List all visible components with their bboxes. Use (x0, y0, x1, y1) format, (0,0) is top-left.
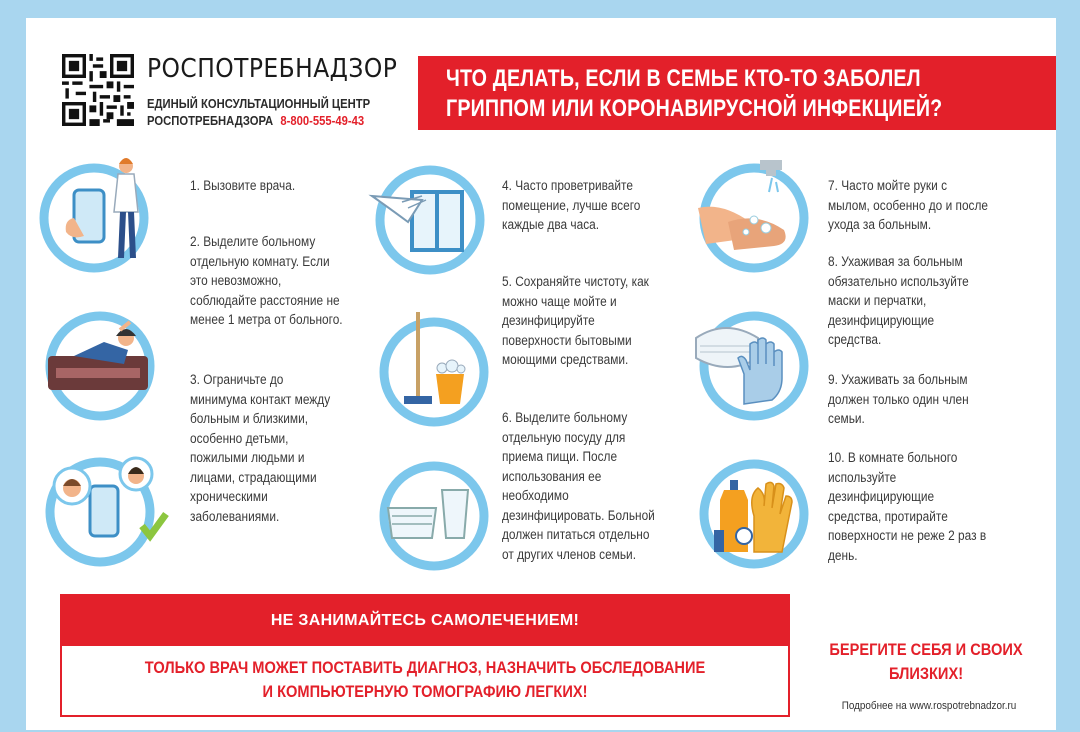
patient-sofa-icon (44, 308, 156, 420)
tip-9: 9. Ухаживать за больным должен только один член семьи. (828, 372, 969, 426)
poster (26, 18, 1056, 730)
dishes-icon (378, 460, 490, 572)
tip-5: 5. Сохраняйте чистоту, как можно чаще мойте и дезинфицируйте поверхности бытовыми моющими средствами. (502, 274, 649, 367)
brand-subtitle-line1: ЕДИНЫЙ КОНСУЛЬТАЦИОННЫЙ ЦЕНТР (147, 97, 371, 111)
tip-2: 2. Выделите больному отдельную комнату. Если это невозможно, соблюдайте расстояние не менее 1 метра от больного. (190, 234, 343, 327)
tip-6: 6. Выделите больному отдельную посуду для приема пищи. После использования ее необходимо дезинфицировать. Больной должен питаться отдельно от других членов семьи. (502, 410, 655, 562)
page-title (418, 56, 1056, 130)
title-line1: ЧТО ДЕЛАТЬ, ЕСЛИ В СЕМЬЕ КТО-ТО ЗАБОЛЕЛ (446, 65, 921, 92)
doctor-phone-icon (44, 160, 156, 272)
tip-3: 3. Ограничьте до минимума контакт между больным и близкими, особенно детьми, пожилыми людьми и лицами, страдающими хроническими заболеваниями. (190, 372, 331, 524)
brand-subtitle-line2: РОСПОТРЕБНАДЗОРА (147, 114, 274, 128)
brand-name: РОСПОТРЕБНАДЗОР (147, 54, 398, 84)
title-line2: ГРИППОМ ИЛИ КОРОНАВИРУСНОЙ ИНФЕКЦИЕЙ? (446, 95, 943, 122)
brand-subtitle (147, 96, 397, 130)
warning-title: НЕ ЗАНИМАЙТЕСЬ САМОЛЕЧЕНИЕМ! (62, 596, 788, 646)
tip-8: 8. Ухаживая за больным обязательно используйте маски и перчатки, дезинфицирующие средства. (828, 254, 969, 347)
tip-7: 7. Часто мойте руки с мылом, особенно до и после ухода за больным. (828, 178, 989, 232)
tip-10: 10. В комнате больного используйте дезинфицирующие средства, протирайте поверхности не реже 2 раз в день. (828, 450, 987, 563)
window-airing-icon (372, 164, 484, 276)
mask-gloves-icon (694, 308, 806, 420)
disinfectant-icon (694, 456, 806, 568)
hotline-phone[interactable]: 8-800-555-49-43 (280, 114, 365, 128)
mop-bucket-icon (378, 312, 490, 424)
care-slogan: БЕРЕГИТЕ СЕБЯ И СВОИХ БЛИЗКИХ! (829, 640, 1023, 683)
tip-1: 1. Вызовите врача. (190, 178, 296, 193)
website-link[interactable]: Подробнее на www.rospotrebnadzor.ru (841, 700, 1017, 712)
video-call-icon (44, 456, 156, 568)
warning-text: ТОЛЬКО ВРАЧ МОЖЕТ ПОСТАВИТЬ ДИАГНОЗ, НАЗНАЧИТЬ ОБСЛЕДОВАНИЕ И КОМПЬЮТЕРНУЮ ТОМОГРАФИЮ ЛЕГКИХ! (144, 658, 706, 701)
hand-washing-icon (694, 160, 806, 272)
warning-box (60, 594, 790, 717)
brand-block (147, 54, 425, 130)
tip-4: 4. Часто проветривайте помещение, лучше всего каждые два часа. (502, 178, 641, 232)
qr-code[interactable] (62, 54, 134, 126)
